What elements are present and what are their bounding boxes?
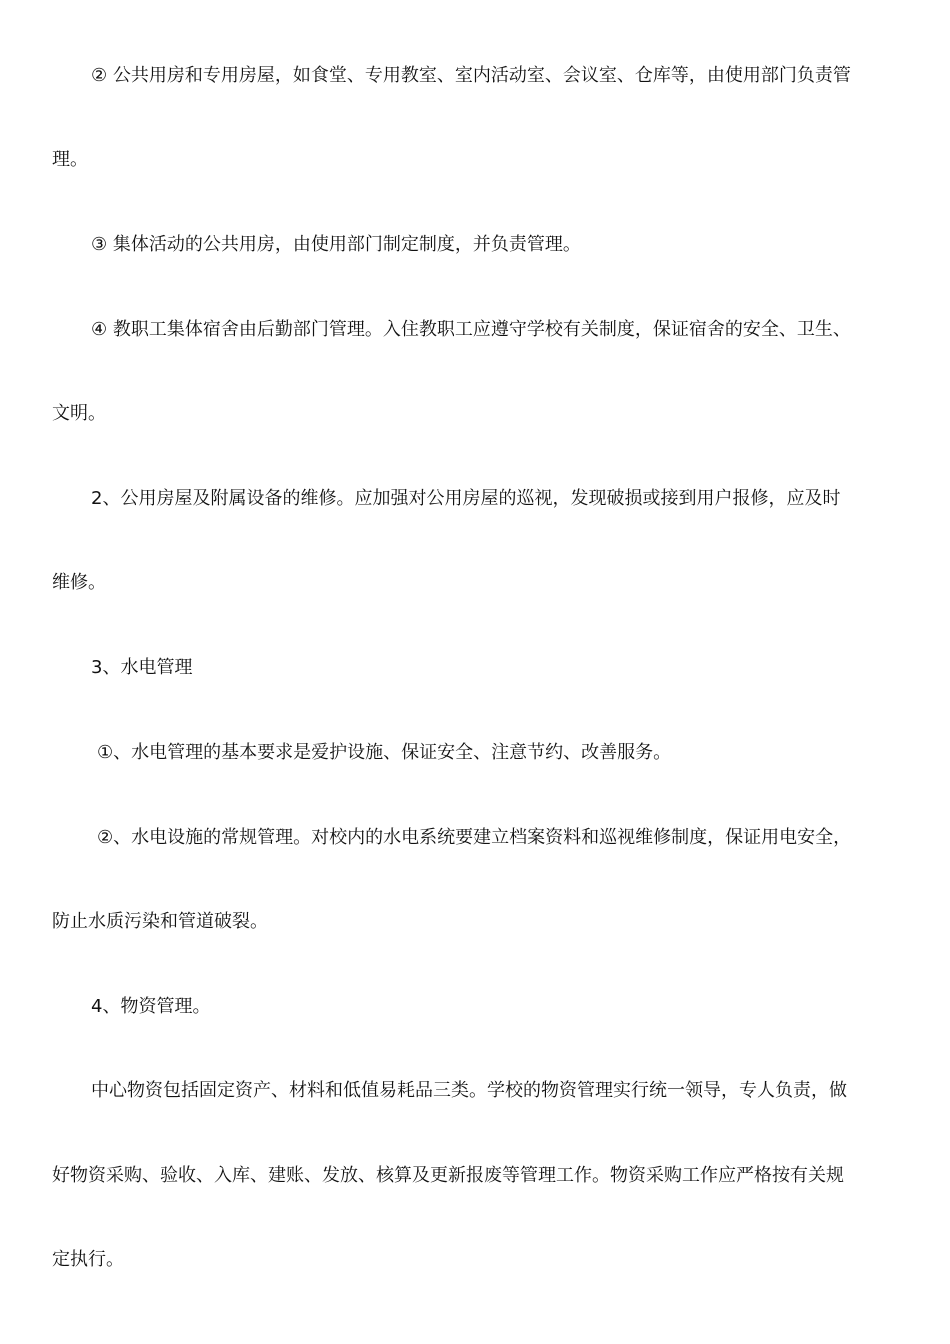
paragraph-line: ③ 集体活动的公共用房，由使用部门制定制度，并负责管理。: [91, 234, 581, 255]
paragraph-line: 2、公用房屋及附属设备的维修。应加强对公用房屋的巡视，发现破损或接到用户报修，应及时: [91, 488, 841, 509]
paragraph-line: ② 公共用房和专用房屋，如食堂、专用教室、室内活动室、会议室、仓库等，由使用部门负责管: [91, 65, 851, 86]
paragraph-line: 好物资采购、验收、入库、建账、发放、核算及更新报废等管理工作。物资采购工作应严格按有关规: [52, 1165, 844, 1186]
paragraph-line: 文明。: [52, 403, 106, 424]
paragraph-line: 中心物资包括固定资产、材料和低值易耗品三类。学校的物资管理实行统一领导，专人负责，做: [91, 1080, 847, 1101]
paragraph-line: ④ 教职工集体宿舍由后勤部门管理。入住教职工应遵守学校有关制度，保证宿舍的安全、卫生、: [91, 319, 851, 340]
paragraph-line: 理。: [52, 149, 88, 170]
paragraph-line: 定执行。: [52, 1249, 124, 1270]
section-heading: 4、物资管理。: [91, 996, 211, 1017]
paragraph-line: 防止水质污染和管道破裂。: [52, 911, 268, 932]
paragraph-line: ②、水电设施的常规管理。对校内的水电系统要建立档案资料和巡视维修制度，保证用电安全，: [97, 827, 852, 848]
paragraph-line: ①、水电管理的基本要求是爱护设施、保证安全、注意节约、改善服务。: [97, 742, 672, 763]
paragraph-line: 维修。: [52, 572, 106, 593]
section-heading: 3、水电管理: [91, 657, 193, 678]
